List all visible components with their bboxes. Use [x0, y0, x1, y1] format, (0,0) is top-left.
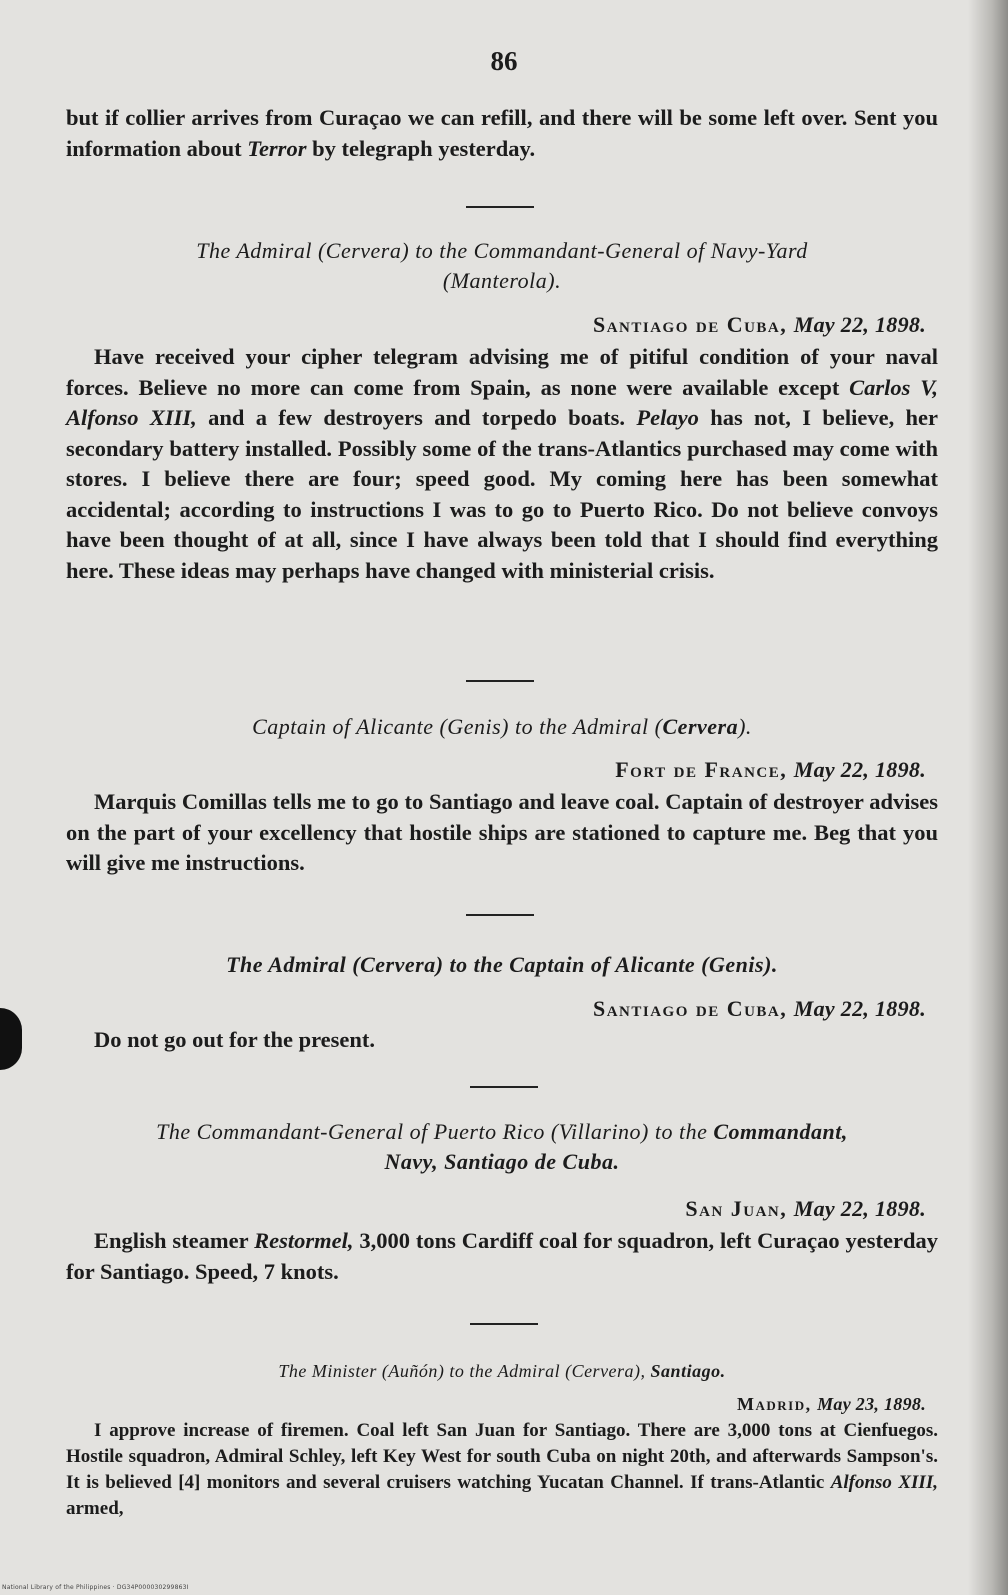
telegram-1-dateline: Santiago de Cuba, May 22, 1898. — [592, 312, 926, 337]
telegram-5-heading: The Minister (Auñón) to the Admiral (Cervera), Santiago. — [278, 1361, 726, 1381]
telegram-1-heading: The Admiral (Cervera) to the Commandant-General of Navy-Yard (Manterola). — [196, 238, 808, 293]
telegram-3-body: Do not go out for the present. — [94, 1027, 376, 1052]
section-divider — [470, 1323, 538, 1325]
telegram-4-body: English steamer Restormel, 3,000 tons Cardiff coal for squadron, left Curaçao yesterday for Santiago. Speed, 7 knots. — [66, 1228, 938, 1284]
telegram-4-heading: The Commandant-General of Puerto Rico (Villarino) to the Commandant, Navy, Santiago de Cuba. — [156, 1119, 848, 1174]
page-edge-shadow — [968, 0, 1008, 1595]
telegram-5-body: I approve increase of firemen. Coal left San Juan for Santiago. There are 3,000 tons at Cienfuegos. Hostile squadron, Admiral Schley, left Key West for south Cuba on night 20th, and afterwards Sampson's. It is believed [4] monitors and several cruisers watching Yucatan Channel. If trans-Atlantic Alfonso XIII, armed, — [66, 1420, 938, 1519]
binding-hole-mark — [0, 1008, 22, 1070]
telegram-2-heading: Captain of Alicante (Genis) to the Admiral (Cervera). — [252, 714, 752, 739]
section-divider — [466, 914, 534, 916]
telegram-3-dateline: Santiago de Cuba, May 22, 1898. — [592, 996, 926, 1021]
telegram-5-dateline: Madrid, May 23, 1898. — [736, 1394, 926, 1414]
telegram-3-heading: The Admiral (Cervera) to the Captain of Alicante (Genis). — [226, 952, 778, 977]
telegram-2-dateline: Fort de France, May 22, 1898. — [615, 757, 926, 782]
page-number: 86 — [490, 46, 518, 76]
section-divider — [470, 1086, 538, 1088]
scan-footer: National Library of the Philippines · DG34P000030299863I — [2, 1584, 189, 1591]
telegram-2-body: Marquis Comillas tells me to go to Santiago and leave coal. Captain of destroyer advises on the part of your excellency that hostile ships are stationed to capture me. Beg that you will give me instructions. — [66, 789, 938, 875]
section-divider — [466, 206, 534, 208]
telegram-4-dateline: San Juan, May 22, 1898. — [685, 1196, 926, 1221]
intro-paragraph: but if collier arrives from Curaçao we can refill, and there will be some left over. Sent you information about Terror by telegraph yesterday. — [66, 105, 938, 161]
section-divider — [466, 680, 534, 682]
telegram-1-body: Have received your cipher telegram advising me of pitiful condition of your naval forces. Believe no more can come from Spain, as none were available except Carlos V, Alfonso XIII, and a few destroyers and torpedo boats. Pelayo has not, I believe, her secondary battery installed. Possibly some of the trans-Atlantics purchased may come with stores. I believe there are four; speed good. My coming here has been somewhat accidental; according to instructions I was to go to Puerto Rico. Do not believe convoys have been thought of at all, since I have always been told that I should find everything here. These ideas may perhaps have changed with ministerial crisis. — [66, 344, 939, 583]
